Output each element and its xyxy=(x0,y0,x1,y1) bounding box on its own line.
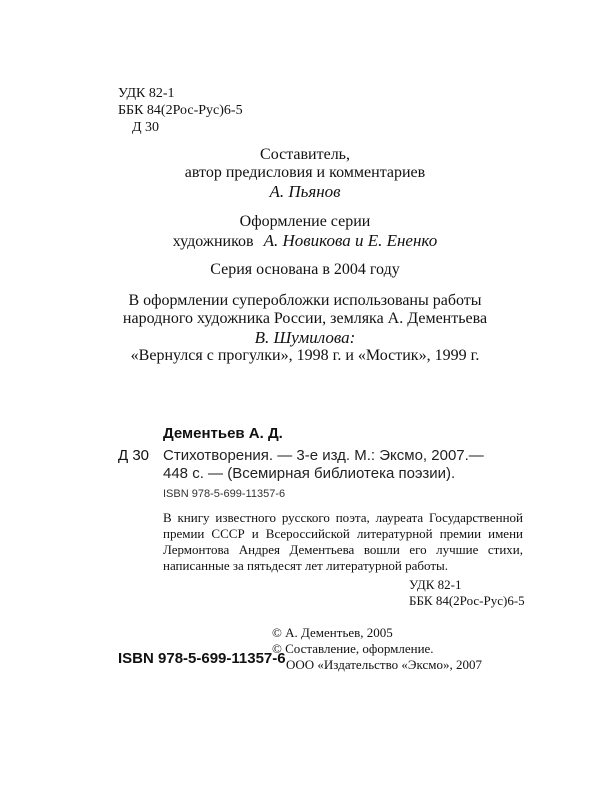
bbk-code: ББК 84(2Рос-Рус)6-5 xyxy=(118,103,243,118)
udk-code: УДК 82-1 xyxy=(118,86,175,101)
card-bbk: ББК 84(2Рос-Рус)6-5 xyxy=(409,593,525,608)
card-title-line-1: Стихотворения. — 3-е изд. М.: Эксмо, 2007.— xyxy=(163,447,484,464)
card-title-line-2: 448 с. — (Всемирная библиотека поэзии). xyxy=(163,465,456,482)
design-artists xyxy=(0,231,610,251)
footer-isbn: ISBN 978-5-699-11357-6 xyxy=(118,650,286,667)
compiler-label: Составитель, xyxy=(260,146,350,163)
card-author: Дементьев А. Д. xyxy=(163,425,283,442)
card-annotation: В книгу известного русского поэта, лауреата Государственной премии СССР и Всероссийской литературной премии имени Лермонтова Андрея Дементьева вошли его лучшие стихи, написанные за пятьдесят лет литературной работы. xyxy=(163,510,523,573)
card-udk: УДК 82-1 xyxy=(409,577,462,592)
design-label: Оформление серии xyxy=(239,213,371,230)
series-founded: Серия основана в 2004 году xyxy=(210,261,400,278)
copyright-compilation: © Составление, оформление. xyxy=(272,641,434,656)
card-isbn: ISBN 978-5-699-11357-6 xyxy=(163,488,286,500)
card-code: Д 30 xyxy=(118,447,150,464)
cover-credit-works: «Вернулся с прогулки», 1998 г. и «Мостик», 1999 г. xyxy=(130,347,480,364)
copyright-author: © А. Дементьев, 2005 xyxy=(272,625,393,640)
cover-credit-line-2: народного художника России, земляка А. Дементьева xyxy=(122,310,488,327)
cover-credit-artist: В. Шумилова: xyxy=(254,328,356,347)
compiler-name: А. Пьянов xyxy=(269,182,341,201)
copyright-publisher: ООО «Издательство «Эксмо», 2007 xyxy=(286,657,482,672)
compiler-role: автор предисловия и комментариев xyxy=(184,164,426,181)
cover-credit-line-1: В оформлении суперобложки использованы работы xyxy=(128,292,482,309)
design-artists-names: А. Новикова и Е. Ененко xyxy=(263,231,438,250)
design-artists-prefix: художников xyxy=(172,233,254,250)
author-code: Д 30 xyxy=(132,120,160,135)
